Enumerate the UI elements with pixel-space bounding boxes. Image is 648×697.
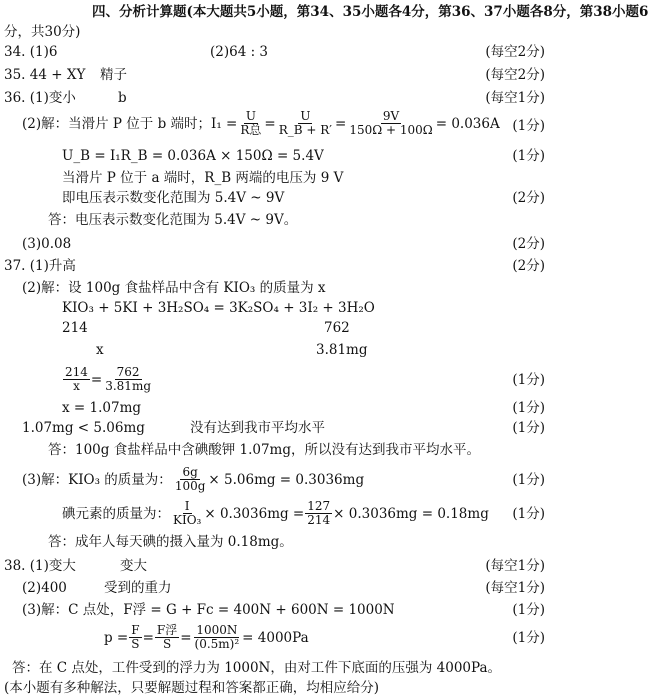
- denominator: (0.5m)²: [194, 637, 240, 651]
- q37-mass-762: 762: [324, 320, 350, 336]
- q37-fraction-4: [171, 500, 203, 527]
- numerator: U: [245, 109, 256, 123]
- q37-mass-214: 214: [62, 320, 88, 336]
- equals: =: [142, 629, 154, 646]
- q38-note: (本小题有多种解法，只要解题过程和答案都正确，均相应给分): [4, 680, 380, 696]
- equals: =: [264, 115, 276, 132]
- q38-part2-score: (每空1分): [485, 580, 545, 596]
- section-heading-cont: 分，共30分): [4, 24, 81, 40]
- q36-a-end-line: 当滑片 P 位于 a 端时，R_B 两端的电压为 9 V: [62, 170, 344, 186]
- q35-part1: 35. 44 + XY: [4, 67, 86, 83]
- q36-fraction-3: [347, 110, 434, 137]
- denominator: 214: [307, 513, 331, 527]
- q37-setup: (2)解：设 100g 食盐样品中含有 KIO₃ 的质量为 x: [22, 280, 326, 296]
- equals: =: [335, 115, 347, 132]
- numerator: I: [184, 499, 190, 513]
- q36-answer: 答：电压表示数变化范围为 5.4V ~ 9V。: [48, 212, 298, 228]
- equals: =: [180, 629, 192, 646]
- q34-part1: 34. (1)6: [4, 44, 58, 60]
- denominator: S: [162, 637, 172, 651]
- q37-final-answer: 答：成年人每天碘的摄入量为 0.18mg。: [48, 534, 293, 550]
- denominator: R_B + R′: [278, 123, 333, 137]
- q36-voltage-score: (1分): [512, 148, 545, 164]
- q36-part2-score: (1分): [512, 118, 545, 134]
- numerator: 9V: [382, 109, 400, 123]
- q34-score: (每空2分): [485, 44, 545, 60]
- q36-part1-b: b: [118, 90, 127, 106]
- q36-range-score: (2分): [512, 190, 545, 206]
- numerator: 214: [65, 365, 88, 379]
- numerator: F浮: [156, 623, 178, 637]
- q35-part2: 精子: [100, 67, 127, 83]
- section-heading: 四、分析计算题(本大题共5小题，第34、35小题各4分，第36、37小题各8分，第38小题6: [92, 4, 648, 20]
- q37-fraction-3: [173, 466, 208, 493]
- q36-current-prefix: (2)解：当滑片 P 位于 b 端时；I₁ =: [22, 115, 238, 132]
- q37-compare-score: (1分): [512, 420, 545, 436]
- q38-part1: 38. (1)变大: [4, 558, 76, 574]
- q38-part1-b: 变大: [120, 558, 147, 574]
- denominator: R总: [240, 123, 262, 137]
- q37-proportion: [62, 366, 154, 393]
- denominator: x: [73, 379, 80, 393]
- denominator: S: [131, 637, 140, 651]
- numerator: 6g: [182, 465, 198, 479]
- q37-part1-score: (2分): [512, 258, 545, 274]
- numerator: F: [131, 623, 140, 637]
- q36-part3: (3)0.08: [22, 236, 72, 252]
- q38-fraction-2: [155, 624, 179, 651]
- mid: × 0.3036mg =: [204, 505, 305, 522]
- q38-part2: (2)400: [22, 580, 67, 596]
- q37-fraction-1: [63, 366, 90, 393]
- q38-pressure: [104, 624, 309, 651]
- q38-answer: 答：在 C 点处，工件受到的浮力为 1000N，由对工件下底面的压强为 4000Pa。: [12, 660, 502, 676]
- q37-part1: 37. (1)升高: [4, 258, 76, 274]
- q38-pressure-score: (1分): [512, 630, 545, 646]
- q37-kio3-mass: [22, 466, 364, 493]
- q38-part2-b: 受到的重力: [104, 580, 172, 596]
- q37-381: 3.81mg: [316, 342, 368, 358]
- q38-fraction-3: [193, 624, 242, 651]
- q36-part1-score: (每空1分): [485, 90, 545, 106]
- q38-buoyancy-score: (1分): [512, 602, 545, 618]
- q34-part2: (2)64 : 3: [210, 44, 269, 60]
- q36-part1: 36. (1)变小: [4, 90, 76, 106]
- denominator: 150Ω + 100Ω: [349, 123, 433, 137]
- result: = 4000Pa: [242, 629, 309, 646]
- q37-proportion-score: (1分): [512, 372, 545, 388]
- q37-fraction-5: [305, 500, 332, 527]
- result: = 0.036A: [435, 115, 500, 132]
- q36-part3-score: (2分): [512, 236, 545, 252]
- q37-answer: 答：100g 食盐样品中含碘酸钾 1.07mg，所以没有达到我市平均水平。: [48, 442, 480, 458]
- q36-fraction-2: [277, 110, 334, 137]
- numerator: U: [300, 109, 311, 123]
- q36-voltage-line: U_B = I₁R_B = 0.036A × 150Ω = 5.4V: [62, 148, 324, 164]
- q38-fraction-1: [129, 624, 141, 651]
- denominator: 3.81mg: [105, 379, 151, 393]
- numerator: 762: [116, 365, 140, 379]
- label: p =: [104, 629, 129, 646]
- denominator: 100g: [174, 479, 206, 493]
- q35-score: (每空2分): [485, 67, 545, 83]
- q38-buoyancy: (3)解：C 点处，F浮 = G + Fc = 400N + 600N = 1000N: [22, 602, 395, 618]
- q37-x-result: x = 1.07mg: [62, 400, 142, 416]
- q37-fraction-2: [103, 366, 153, 393]
- q37-compare: 1.07mg < 5.06mg: [22, 420, 145, 436]
- result: × 0.3036mg = 0.18mg: [333, 505, 489, 522]
- q37-iodine-mass: [62, 500, 489, 527]
- q37-reaction: KIO₃ + 5KI + 3H₂SO₄ = 3K₂SO₄ + 3I₂ + 3H₂O: [62, 300, 375, 316]
- numerator: 127: [307, 499, 331, 513]
- q37-x-score: (1分): [512, 400, 545, 416]
- label: 碘元素的质量为：: [62, 505, 170, 522]
- label: (3)解：KIO₃ 的质量为：: [22, 471, 172, 488]
- q36-current-equation: [22, 110, 500, 137]
- equals: =: [90, 371, 103, 388]
- result: × 5.06mg = 0.3036mg: [208, 471, 365, 488]
- q38-part1-score: (每空1分): [485, 558, 545, 574]
- numerator: 1000N: [196, 623, 238, 637]
- denominator: KIO₃: [173, 513, 202, 527]
- q37-iodine-score: (1分): [512, 506, 545, 522]
- q37-compare-text: 没有达到我市平均水平: [190, 420, 325, 436]
- q37-kio3-score: (1分): [512, 472, 545, 488]
- q37-x: x: [96, 342, 104, 358]
- q36-range-line: 即电压表示数变化范围为 5.4V ~ 9V: [62, 190, 285, 206]
- q36-fraction-1: [238, 110, 263, 137]
